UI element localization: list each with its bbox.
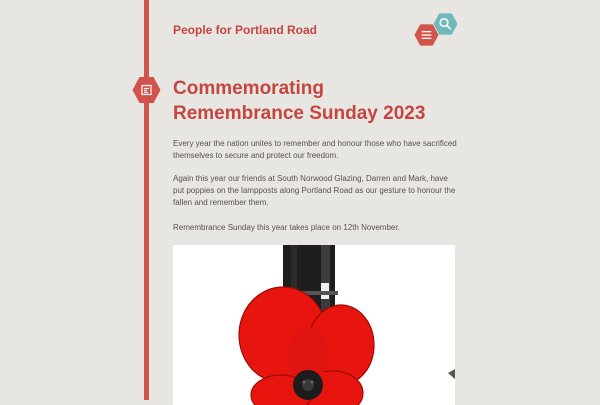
poppy-on-lamppost-photo — [173, 245, 455, 405]
site-title[interactable]: People for Portland Road — [173, 23, 318, 37]
post-paragraph-date: Remembrance Sunday this year takes place on 12th November. — [173, 223, 400, 232]
timeline-rail — [144, 0, 149, 400]
menu-button[interactable] — [414, 23, 439, 47]
post-paragraph-poppies: Again this year our friends at South Norwood Glazing, Darren and Mark, have put poppies on the lampposts along Portland Road as our gesture to honour the fallen and remember them. — [173, 174, 456, 207]
post-paragraph-intro: Every year the nation unites to remember and honour those who have sacrificed themselves to secure and protect our freedom. — [173, 139, 457, 160]
post-format-badge — [132, 76, 161, 104]
post-title[interactable]: Commemorating Remembrance Sunday 2023 — [173, 78, 426, 124]
